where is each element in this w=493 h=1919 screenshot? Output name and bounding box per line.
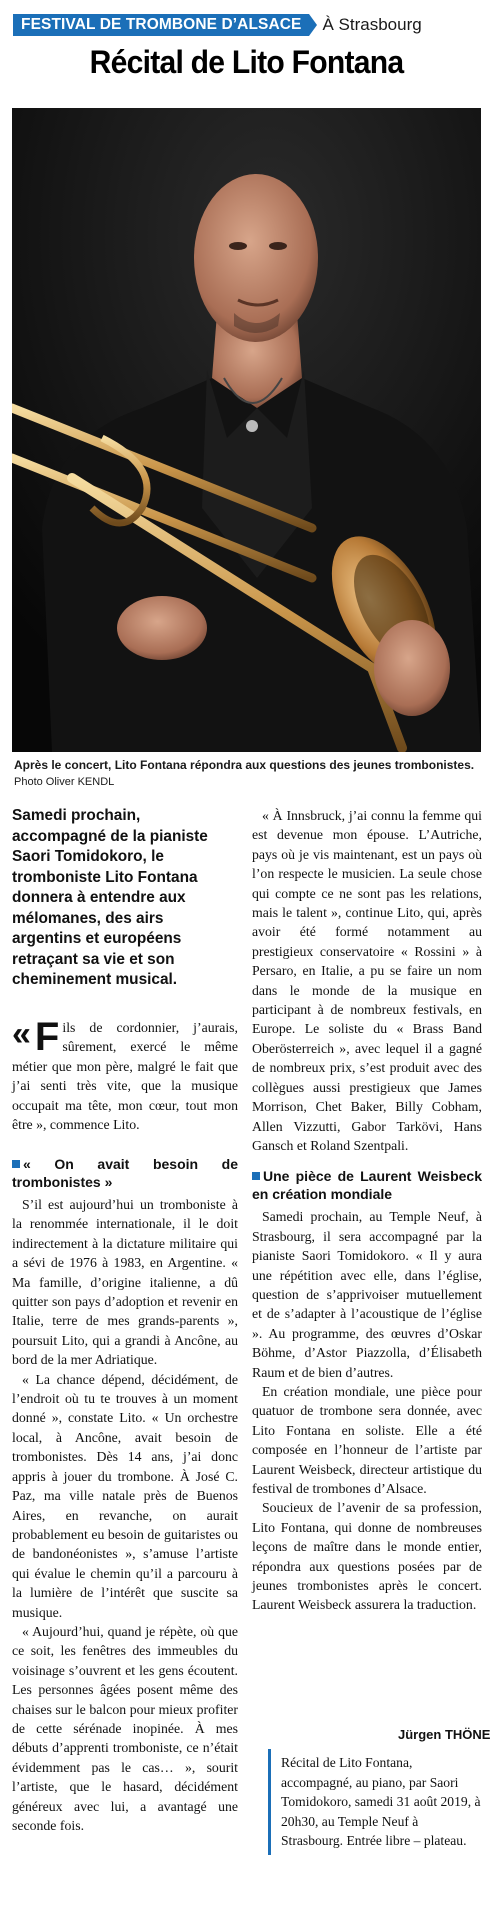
body-paragraph: « À Innsbruck, j’ai connu la femme qui est devenue mon épouse. L’Autriche, pays où je vis maintenant, est un pays où l’on respecte le musicien. La seule chose qui compte ce ne sont pas les relations, mais le talent », continue Lito, qui, après avoir été formé notamment au prestigieux conservatoire « Rossini » à Persaro, en Italie, a pu se faire un nom dans le monde de la musique en participant à de nombreux festivals, en Europe. Le soliste du « Brass Band Oberösterreich », avec lequel il a gagné de nombreux prix, s’est produit avec des collègues aussi prestigieux que James Morrison, Chet Baker, Billy Cobham, Allen Vizzutti, Gabor Tarkövi, Hans Gansch et Roland Szentpali. <box>252 808 482 1153</box>
body-paragraph: Samedi prochain, au Temple Neuf, à Strasbourg, il sera accompagné par la pianiste Saori Tomidokoro. « Il y aura une répétition avec elle, dans l’église, question de s’apprivoiser mutuellement et de s’adapter à l’acoustique de l’église ». Au programme, des œuvres d’Oskar Böhme, d’Astor Piazzolla, d’Élisabeth Raum et de bien d’autres. <box>252 1209 482 1380</box>
portrait-photo <box>12 108 481 752</box>
body-paragraph: Soucieux de l’avenir de sa profession, Lito Fontana, qui donne de nombreuses leçons de maître dans le monde entier, répondra aux questions posées par de jeunes trombonistes après le concert. Laurent Weisbeck assurera la traduction. <box>252 1500 482 1613</box>
article-intro: Samedi prochain, accompagné de la pianiste Saori Tomidokoro, le tromboniste Lito Fontana donnera à entendre aux mélomanes, des airs argentins et européens retraçant sa vie et son cheminement musical. <box>12 807 208 988</box>
section-kicker <box>13 14 422 36</box>
heading-bullet <box>12 1160 20 1168</box>
photo-credit: Photo Oliver KENDL <box>14 776 115 788</box>
caption-text: Après le concert, Lito Fontana répondra aux questions des jeunes trombonistes. <box>14 758 475 772</box>
location-label: À Strasbourg <box>322 15 422 34</box>
opening-quote-mark: « <box>12 1015 31 1053</box>
author-signature: Jürgen THÖNE <box>398 1727 491 1742</box>
drop-cap: F <box>34 1015 60 1059</box>
trombonist-illustration <box>12 108 481 752</box>
left-column <box>12 1155 238 1835</box>
section-heading-1 <box>12 1155 238 1191</box>
body-paragraph: « Aujourd’hui, quand je répète, où que ce soit, les fenêtres des immeubles du voisinage s’ouvrent et les gens écoutent. Les personnes âgées posent même des chaises sur le balcon pour mieux profiter de cette sérénade inopinée. À mes débuts d’apprenti tromboniste, ce n’était évidemment pas le cas… », sourit l’artiste, que le hasard, décidément généreux avec lui, a avantagé une seconde fois. <box>12 1623 238 1833</box>
event-info-box: Récital de Lito Fontana, accompagné, au piano, par Saori Tomidokoro, samedi 31 août 2019, à 20h30, au Temple Neuf à Strasbourg. Entrée libre – plateau. <box>268 1749 482 1855</box>
festival-tag: FESTIVAL DE TROMBONE D’ALSACE <box>13 14 309 36</box>
photo-caption <box>14 757 481 790</box>
tag-arrow <box>309 14 317 36</box>
heading-bullet <box>252 1172 260 1180</box>
body-paragraph: En création mondiale, une pièce pour quatuor de trombone sera donnée, avec Lito Fontana en soliste. Elle a été composée en l’honneur de l’artiste par Laurent Weisbeck, directeur artistique du festival de trombones d’Alsace. <box>252 1383 482 1496</box>
section-heading-2 <box>252 1167 482 1203</box>
lead-text: ils de cordonnier, j’aurais, sûrement, exercé le même métier que mon père, malgré le fait que j’ai senti très vite, que la musique occupait ma tête, mon cœur, tout mon être », commence Lito. <box>12 1020 238 1133</box>
section-heading-2-text: Une pièce de Laurent Weisbeck en création mondiale <box>252 1168 482 1203</box>
body-paragraph: S’il est aujourd’hui un tromboniste à la renommée internationale, il le doit indirectement à la dictature militaire qui a sévi de 1976 à 1983, en Argentine. « Ma famille, d’origine italienne, a dû quitter son pays d’adoption et revenir en Italie, terre de mes grands-parents », poursuit Lito, qui a grandi à Ancône, au bord de la mer Adriatique. <box>12 1197 238 1368</box>
article-headline: Récital de Lito Fontana <box>89 44 404 80</box>
right-column <box>252 806 482 1615</box>
section-heading-1-text: « On avait besoin de trombonistes » <box>12 1156 238 1190</box>
body-paragraph: « La chance dépend, décidément, de l’endroit où tu te trouves à un moment donné », constate Lito. « Un orchestre local, à Ancône, avait besoin de trombonistes. Dès 14 ans, j’ai donc appris à jouer du trombone. À José C. Paz, ma ville natale près de Buenos Aires, en revanche, on aurait probablement eu besoin de guitaristes ou de bandonéonistes », s’amuse l’artiste qui évalue le chemin qu’il a parcouru à la lumière de l’intérêt que suscite sa musique. <box>12 1371 238 1620</box>
lead-paragraph <box>12 1015 238 1134</box>
